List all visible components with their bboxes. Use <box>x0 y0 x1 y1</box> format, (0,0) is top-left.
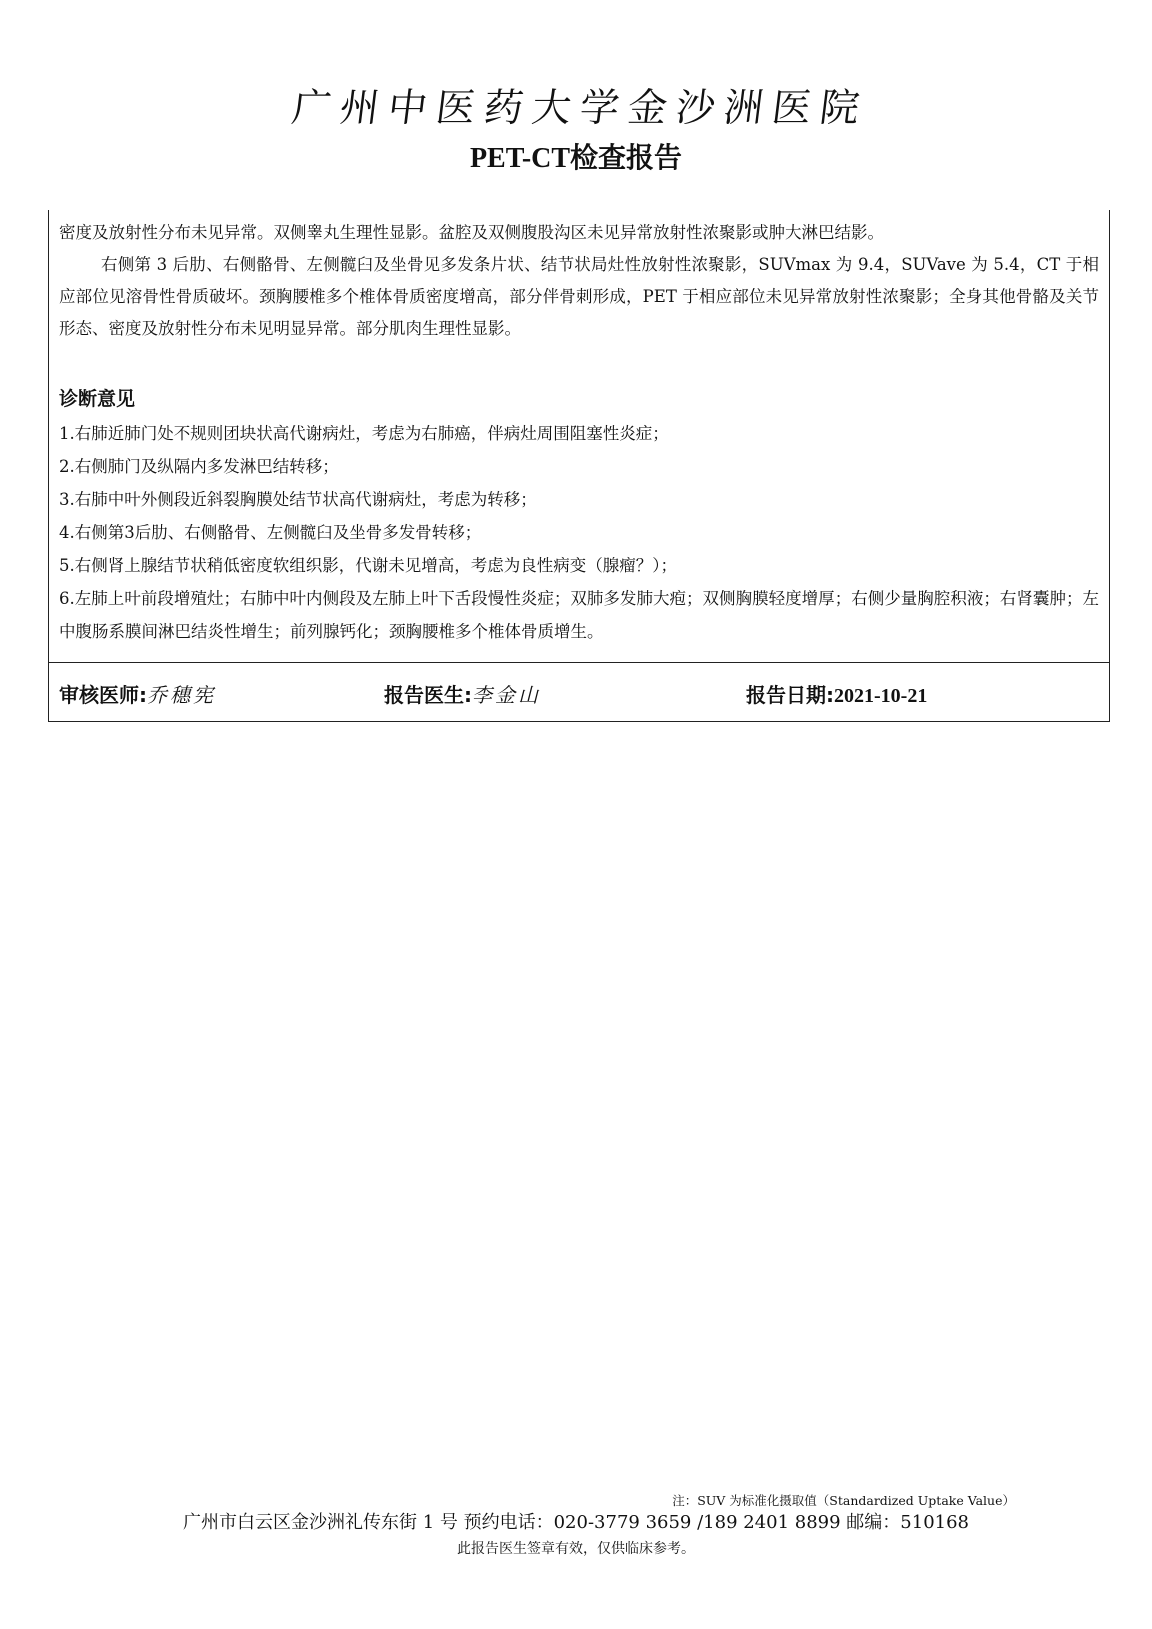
diagnosis-list <box>59 417 1099 648</box>
reporter-label: 报告医生: <box>384 683 472 707</box>
reporter-signature <box>384 679 541 708</box>
findings-paragraph: 密度及放射性分布未见异常。双侧睾丸生理性显影。盆腔及双侧腹股沟区未见异常放射性浓聚影或肿大淋巴结影。 <box>59 223 884 242</box>
signature-row <box>49 662 1109 721</box>
reviewer-name: 乔穗宪 <box>147 683 216 707</box>
reporter-name: 李金山 <box>472 683 541 707</box>
report-disclaimer: 此报告医生签章有效，仅供临床参考。 <box>457 1541 695 1557</box>
date-label: 报告日期: <box>746 683 834 707</box>
suv-footnote: 注：SUV 为标准化摄取值（Standardized Uptake Value） <box>672 1493 1015 1508</box>
diagnosis-item: 2.右侧肺门及纵隔内多发淋巴结转移； <box>59 457 339 476</box>
diagnosis-item: 5.右侧肾上腺结节状稍低密度软组织影，代谢未见增高，考虑为良性病变（腺瘤？）； <box>59 556 677 575</box>
reviewer-label: 审核医师: <box>59 683 147 707</box>
date-value: 2021-10-21 <box>834 685 928 707</box>
diagnosis-item: 1.右肺近肺门处不规则团块状高代谢病灶，考虑为右肺癌，伴病灶周围阻塞性炎症； <box>59 424 669 443</box>
diagnosis-heading: 诊断意见 <box>59 388 136 410</box>
findings-paragraph: 右侧第 3 后肋、右侧骼骨、左侧髋臼及坐骨见多发条片状、结节状局灶性放射性浓聚影，SUVmax 为 9.4，SUVave 为 5.4，CT 于相应部位见溶骨性骨质破坏。颈胸腰椎多个椎体骨质密度增高，部分伴骨刺形成，PET 于相应部位未见异常放射性浓聚影；全身其他骨骼及关节形态、密度及放射性分布未见明显异常。部分肌肉生理性显影。 <box>59 255 1099 338</box>
hospital-name: 广州中医药大学金沙洲医院 <box>289 86 871 131</box>
diagnosis-item: 3.右肺中叶外侧段近斜裂胸膜处结节状高代谢病灶，考虑为转移； <box>59 490 537 509</box>
reviewer-signature <box>59 679 216 708</box>
report-body <box>48 210 1110 722</box>
diagnosis-section <box>59 385 1099 648</box>
diagnosis-item: 4.右侧第3后肋、右侧骼骨、左侧髋臼及坐骨多发骨转移； <box>59 523 482 542</box>
report-date <box>746 679 927 708</box>
findings-section <box>59 217 1099 345</box>
hospital-address: 广州市白云区金沙洲礼传东街 1 号 预约电话：020-3779 3659 /189 2401 8899 邮编：510168 <box>182 1512 970 1533</box>
report-header <box>0 84 1152 176</box>
report-title: PET-CT检查报告 <box>469 143 683 174</box>
diagnosis-item: 6.左肺上叶前段增殖灶；右肺中叶内侧段及左肺上叶下舌段慢性炎症；双肺多发肺大疱；双侧胸膜轻度增厚；右侧少量胸腔积液；右肾囊肿；左中腹肠系膜间淋巴结炎性增生；前列腺钙化；颈胸腰椎多个椎体骨质增生。 <box>59 589 1099 641</box>
